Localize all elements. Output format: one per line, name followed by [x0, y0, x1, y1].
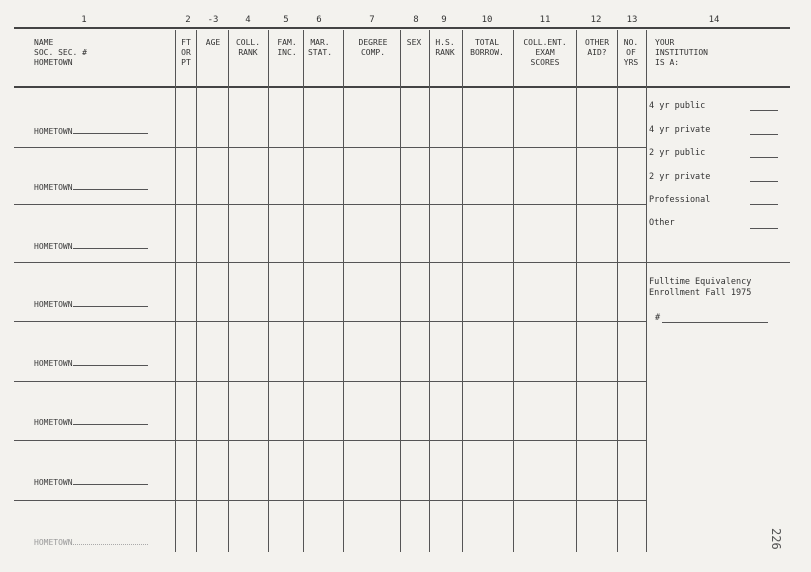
- header-fam-inc: FAM. INC.: [277, 38, 297, 57]
- header-coll-ent-exam: COLL.ENT. EXAM SCORES: [523, 38, 567, 67]
- table-row: [34, 357, 148, 368]
- column-divider: [196, 30, 197, 552]
- hometown-label: HOMETOWN: [34, 359, 73, 368]
- header-hs-rank: H.S. RANK: [435, 38, 455, 57]
- header-coll-rank: COLL. RANK: [235, 38, 261, 57]
- hometown-label: HOMETOWN: [34, 478, 73, 487]
- institution-type-option: Other: [649, 218, 675, 228]
- institution-type-option: 2 yr public: [649, 148, 706, 158]
- column-divider: [429, 30, 430, 552]
- hometown-field[interactable]: [73, 536, 148, 545]
- header-no-of-yrs: NO. OF YRS: [623, 38, 639, 67]
- row-divider: [14, 321, 646, 322]
- header-your-institution: YOUR INSTITUTION IS A:: [655, 38, 708, 67]
- header-rule: [14, 86, 790, 88]
- enrollment-field[interactable]: [662, 322, 768, 323]
- row-divider: [14, 147, 646, 148]
- institution-type-blank[interactable]: [750, 204, 778, 205]
- table-row: [34, 240, 148, 251]
- institution-type-blank[interactable]: [750, 157, 778, 158]
- institution-type-option: 4 yr private: [649, 125, 711, 135]
- column-number-10: 10: [481, 15, 493, 25]
- row-divider: [14, 440, 646, 441]
- column-divider: [576, 30, 577, 552]
- header-degree-comp: DEGREE COMP.: [358, 38, 388, 57]
- column-divider: [228, 30, 229, 552]
- institution-type-option: 4 yr public: [649, 101, 706, 111]
- column-number-2: 2: [185, 15, 191, 25]
- hometown-label: HOMETOWN: [34, 418, 73, 427]
- column-divider: [175, 30, 176, 552]
- row-divider: [14, 204, 646, 205]
- hometown-field[interactable]: [73, 240, 148, 249]
- column-number-5: 5: [283, 15, 289, 25]
- table-row: [34, 416, 148, 427]
- column-number-12: 12: [590, 15, 602, 25]
- table-row: [34, 476, 148, 487]
- header-mar-stat: MAR. STAT.: [307, 38, 333, 57]
- column-divider: [646, 30, 647, 552]
- institution-type-blank[interactable]: [750, 181, 778, 182]
- column-number-8: 8: [413, 15, 419, 25]
- institution-type-blank[interactable]: [750, 134, 778, 135]
- table-row: [34, 181, 148, 192]
- page-number: 226: [769, 528, 783, 550]
- column-number-6: 6: [316, 15, 322, 25]
- hometown-field[interactable]: [73, 181, 148, 190]
- column-number-13: 13: [626, 15, 638, 25]
- hometown-field[interactable]: [73, 298, 148, 307]
- header-name: NAME SOC. SEC. # HOMETOWN: [34, 38, 87, 67]
- hometown-label: HOMETOWN: [34, 127, 73, 136]
- hometown-field[interactable]: [73, 125, 148, 134]
- hometown-label: HOMETOWN: [34, 538, 73, 547]
- institution-type-option: 2 yr private: [649, 172, 711, 182]
- row-divider: [14, 500, 646, 501]
- column-divider: [303, 30, 304, 552]
- header-other-aid: OTHER AID?: [584, 38, 610, 57]
- header-ft-pt: FT OR PT: [181, 38, 191, 67]
- table-row: [34, 125, 148, 136]
- hometown-label: HOMETOWN: [34, 183, 73, 192]
- column-number-4: 4: [245, 15, 251, 25]
- enrollment-hash: #: [655, 313, 661, 323]
- table-row: [34, 298, 148, 309]
- hometown-field[interactable]: [73, 416, 148, 425]
- hometown-field[interactable]: [73, 476, 148, 485]
- column-divider: [617, 30, 618, 552]
- hometown-label: HOMETOWN: [34, 242, 73, 251]
- column-number-3: -3: [207, 15, 219, 25]
- column-divider: [400, 30, 401, 552]
- column-number-14: 14: [708, 15, 720, 25]
- header-sex: SEX: [406, 38, 422, 47]
- header-age: AGE: [205, 38, 221, 47]
- row-divider: [14, 262, 790, 263]
- institution-type-option: Professional: [649, 195, 711, 205]
- hometown-field[interactable]: [73, 357, 148, 366]
- hometown-label: HOMETOWN: [34, 300, 73, 309]
- institution-type-blank[interactable]: [750, 110, 778, 111]
- column-number-11: 11: [539, 15, 551, 25]
- column-number-1: 1: [81, 15, 87, 25]
- column-number-7: 7: [369, 15, 375, 25]
- table-row: [34, 536, 148, 547]
- column-divider: [513, 30, 514, 552]
- enrollment-label: Fulltime Equivalency Enrollment Fall 1975: [649, 277, 752, 298]
- column-divider: [268, 30, 269, 552]
- row-divider: [14, 381, 646, 382]
- column-divider: [343, 30, 344, 552]
- top-rule: [14, 27, 790, 29]
- column-number-9: 9: [441, 15, 447, 25]
- header-total-borrow: TOTAL BORROW.: [470, 38, 504, 57]
- institution-type-blank[interactable]: [750, 228, 778, 229]
- column-divider: [462, 30, 463, 552]
